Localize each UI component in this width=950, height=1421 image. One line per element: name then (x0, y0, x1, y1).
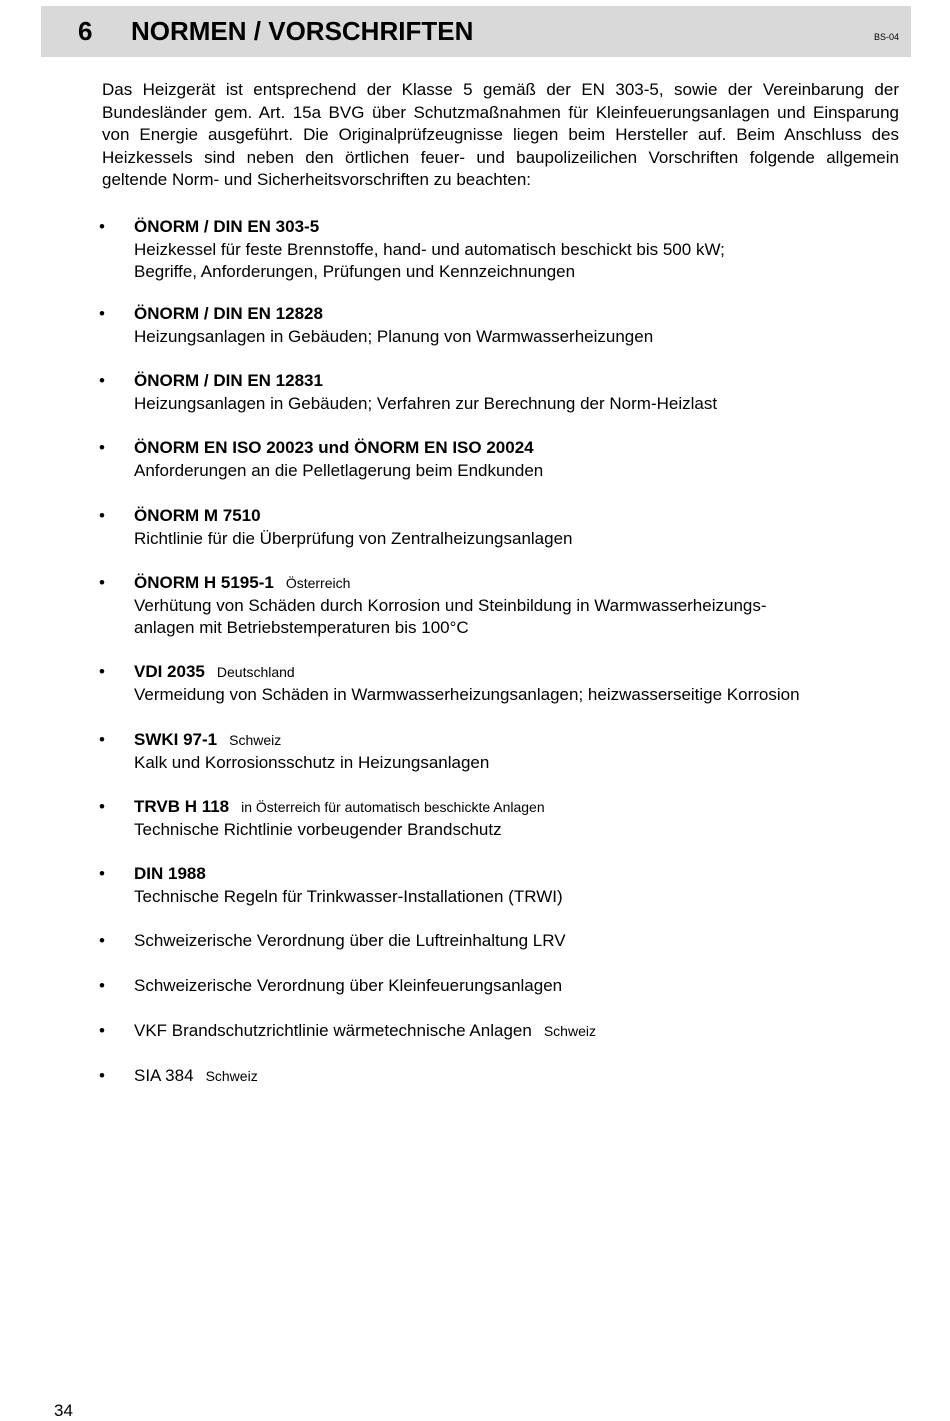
page-number: 34 (54, 1401, 73, 1420)
bullet-icon: • (99, 864, 105, 883)
bullet-icon: • (99, 730, 105, 749)
norm-description (134, 752, 874, 775)
norm-description (134, 886, 874, 909)
norm-code: TRVB H 118 (134, 797, 230, 816)
norm-description (134, 393, 874, 416)
norm-code: ÖNORM / DIN EN 12831 (134, 371, 323, 390)
bullet-icon: • (99, 438, 105, 457)
norm-code: Schweizerische Verordnung über Kleinfeuerungsanlagen (134, 976, 563, 995)
norm-code: SWKI 97-1 (134, 730, 218, 749)
norm-description (134, 239, 874, 284)
norm-region: Deutschland (216, 664, 295, 680)
norm-region: Österreich (285, 575, 351, 591)
norm-description (134, 460, 874, 483)
bullet-icon: • (99, 506, 105, 525)
chapter-number: 6 (78, 16, 93, 46)
norm-description-line: Verhütung von Schäden durch Korrosion und Steinbildung in Warmwasserheizungs- (134, 595, 767, 615)
chapter-code: BS-04 (873, 32, 899, 42)
norm-code: ÖNORM EN ISO 20023 und ÖNORM EN ISO 20024 (134, 438, 534, 457)
norm-code: ÖNORM M 7510 (134, 506, 261, 525)
bullet-icon: • (99, 1021, 105, 1040)
norm-region: Schweiz (205, 1068, 258, 1084)
bullet-icon: • (99, 573, 105, 592)
norm-description (134, 595, 874, 640)
norm-description-line: Technische Regeln für Trinkwasser-Installationen (TRWI) (134, 886, 563, 906)
norm-description-line: anlagen mit Betriebstemperaturen bis 100°C (134, 618, 469, 637)
norm-description-line: Vermeidung von Schäden in Warmwasserheizungsanlagen; heizwasserseitige Korrosion (134, 684, 800, 704)
chapter-title: NORMEN / VORSCHRIFTEN (131, 16, 474, 46)
bullet-icon: • (99, 976, 105, 995)
bullet-icon: • (99, 371, 105, 390)
norm-description-line: Technische Richtlinie vorbeugender Brandschutz (134, 819, 502, 839)
bullet-icon: • (99, 931, 105, 950)
norm-code: DIN 1988 (134, 864, 206, 883)
norm-region: Schweiz (229, 732, 282, 748)
norm-description-line: Heizkessel für feste Brennstoffe, hand- und automatisch beschickt bis 500 kW; (134, 239, 725, 259)
bullet-icon: • (99, 797, 105, 816)
norm-description-line: Heizungsanlagen in Gebäuden; Planung von Warmwasserheizungen (134, 326, 654, 346)
norm-description-line: Heizungsanlagen in Gebäuden; Verfahren zur Berechnung der Norm-Heizlast (134, 393, 718, 413)
norm-region: Schweiz (543, 1023, 596, 1039)
norm-description (134, 528, 874, 551)
norm-region: in Österreich für automatisch beschickte Anlagen (241, 799, 545, 815)
norm-description-line: Kalk und Korrosionsschutz in Heizungsanlagen (134, 752, 490, 772)
norm-code: Schweizerische Verordnung über die Luftreinhaltung LRV (134, 931, 566, 950)
norm-description (134, 326, 874, 349)
norm-code: VDI 2035 (134, 662, 205, 681)
norm-code: ÖNORM / DIN EN 12828 (134, 304, 323, 323)
bullet-icon: • (99, 217, 105, 236)
bullet-icon: • (99, 1066, 105, 1085)
norm-code: ÖNORM / DIN EN 303-5 (134, 217, 320, 236)
bullet-icon: • (99, 304, 105, 323)
norm-description-line: Begriffe, Anforderungen, Prüfungen und Kennzeichnungen (134, 262, 576, 281)
norm-description (134, 684, 874, 707)
norm-description (134, 819, 874, 842)
norm-code: SIA 384 (134, 1066, 194, 1085)
norm-code: VKF Brandschutzrichtlinie wärmetechnische Anlagen (134, 1021, 532, 1040)
norm-description-line: Anforderungen an die Pelletlagerung beim Endkunden (134, 460, 544, 480)
intro-paragraph: Das Heizgerät ist entsprechend der Klasse 5 gemäß der EN 303-5, sowie der Vereinbarung der Bundesländer gem. Art. 15a BVG über Schutzmaßnahmen für Kleinfeuerungsanlagen und Einsparung von Energie ausgeführt. Die Originalprüfzeugnisse liegen beim Hersteller auf. Beim Anschluss des Heizkessels sind neben den örtlichen feuer- und baupolizeilichen Vorschriften folgende allgemein geltende Norm- und Sicherheitsvorschriften zu beachten: (102, 80, 899, 189)
bullet-icon: • (99, 662, 105, 681)
norm-code: ÖNORM H 5195-1 (134, 573, 274, 592)
norm-description-line: Richtlinie für die Überprüfung von Zentralheizungsanlagen (134, 528, 573, 548)
